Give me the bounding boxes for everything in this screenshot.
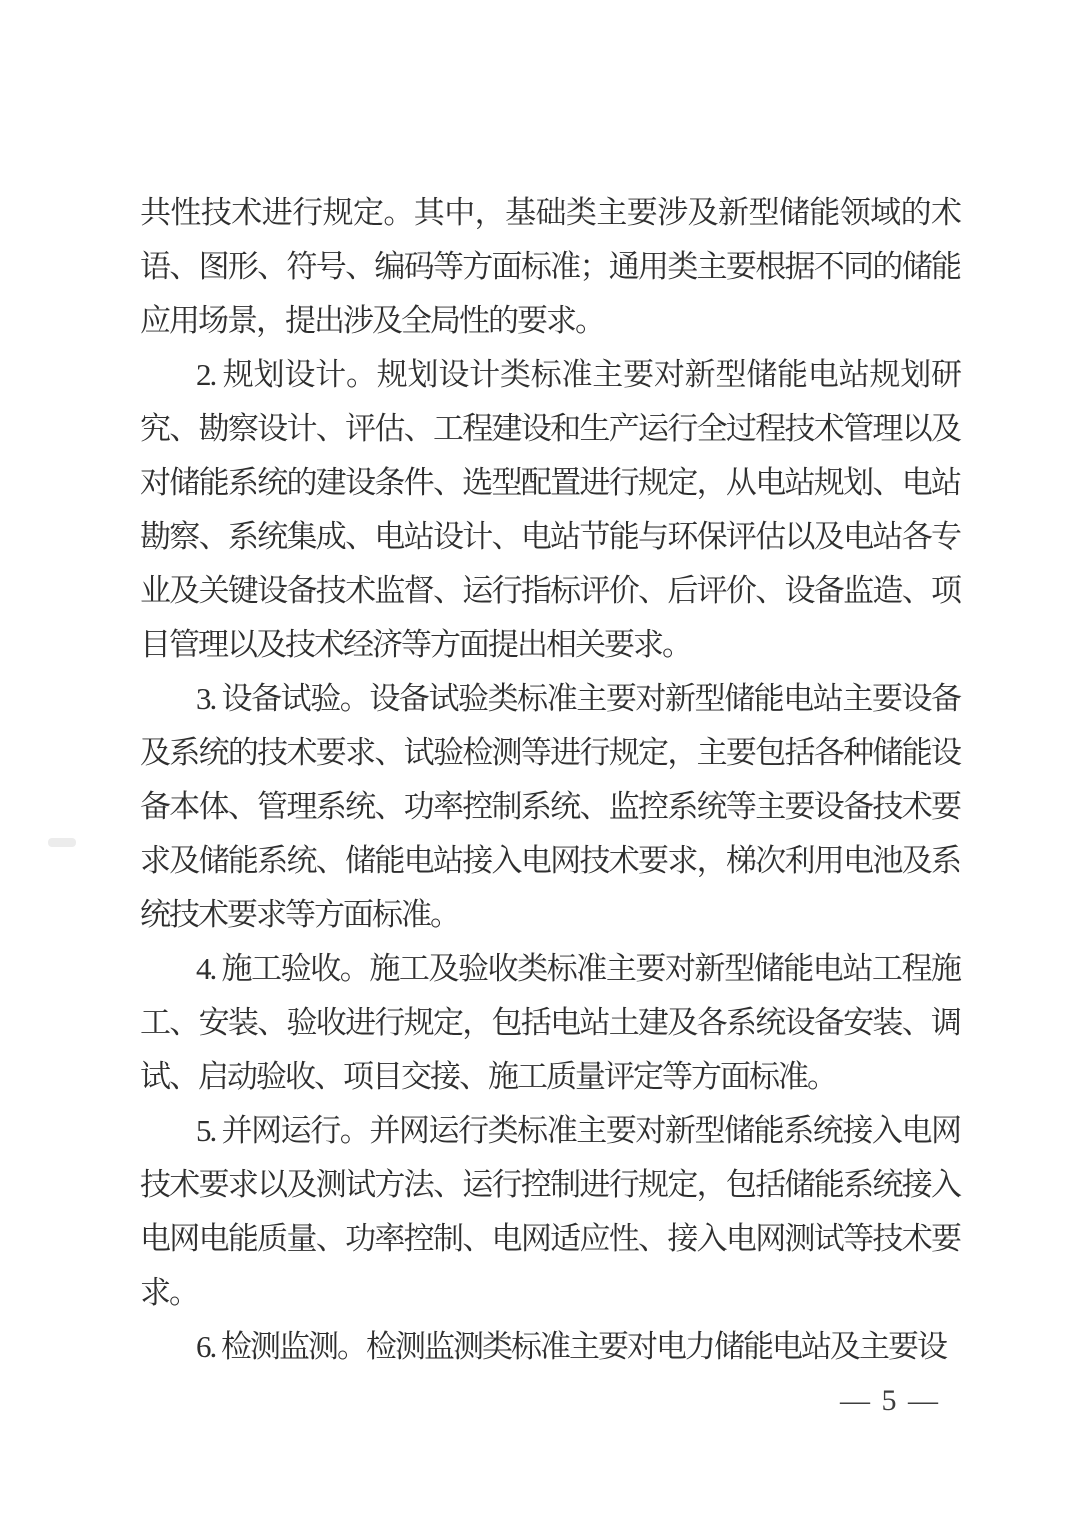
paragraph: 6. 检测监测。检测监测类标准主要对电力储能电站及主要设	[196, 1329, 946, 1364]
paragraph: 共性技术进行规定。其中，基础类主要涉及新型储能领域的术语、图形、符号、编码等方面标准；通用类主要根据不同的储能应用场景，提出涉及全局性的要求。	[140, 195, 960, 338]
paragraph: 3. 设备试验。设备试验类标准主要对新型储能电站主要设备及系统的技术要求、试验检测等进行规定，主要包括各种储能设备本体、管理系统、功率控制系统、监控系统等主要设备技术要求及储能系统、储能电站接入电网技术要求，梯次利用电池及系统技术要求等方面标准。	[140, 681, 960, 932]
page-number: — 5 —	[840, 1384, 940, 1417]
paragraph: 4. 施工验收。施工及验收类标准主要对新型储能电站工程施工、安装、验收进行规定，包括电站土建及各系统设备安装、调试、启动验收、项目交接、施工质量评定等方面标准。	[140, 951, 960, 1094]
paragraph: 5. 并网运行。并网运行类标准主要对新型储能系统接入电网技术要求以及测试方法、运行控制进行规定，包括储能系统接入电网电能质量、功率控制、电网适应性、接入电网测试等技术要求。	[140, 1113, 960, 1310]
paragraph: 2. 规划设计。规划设计类标准主要对新型储能电站规划研究、勘察设计、评估、工程建设和生产运行全过程技术管理以及对储能系统的建设条件、选型配置进行规定，从电站规划、电站勘察、系统集成、电站设计、电站节能与环保评估以及电站各专业及关键设备技术监督、运行指标评价、后评价、设备监造、项目管理以及技术经济等方面提出相关要求。	[140, 357, 960, 662]
document-body	[140, 186, 960, 1374]
scan-smudge	[48, 838, 76, 847]
